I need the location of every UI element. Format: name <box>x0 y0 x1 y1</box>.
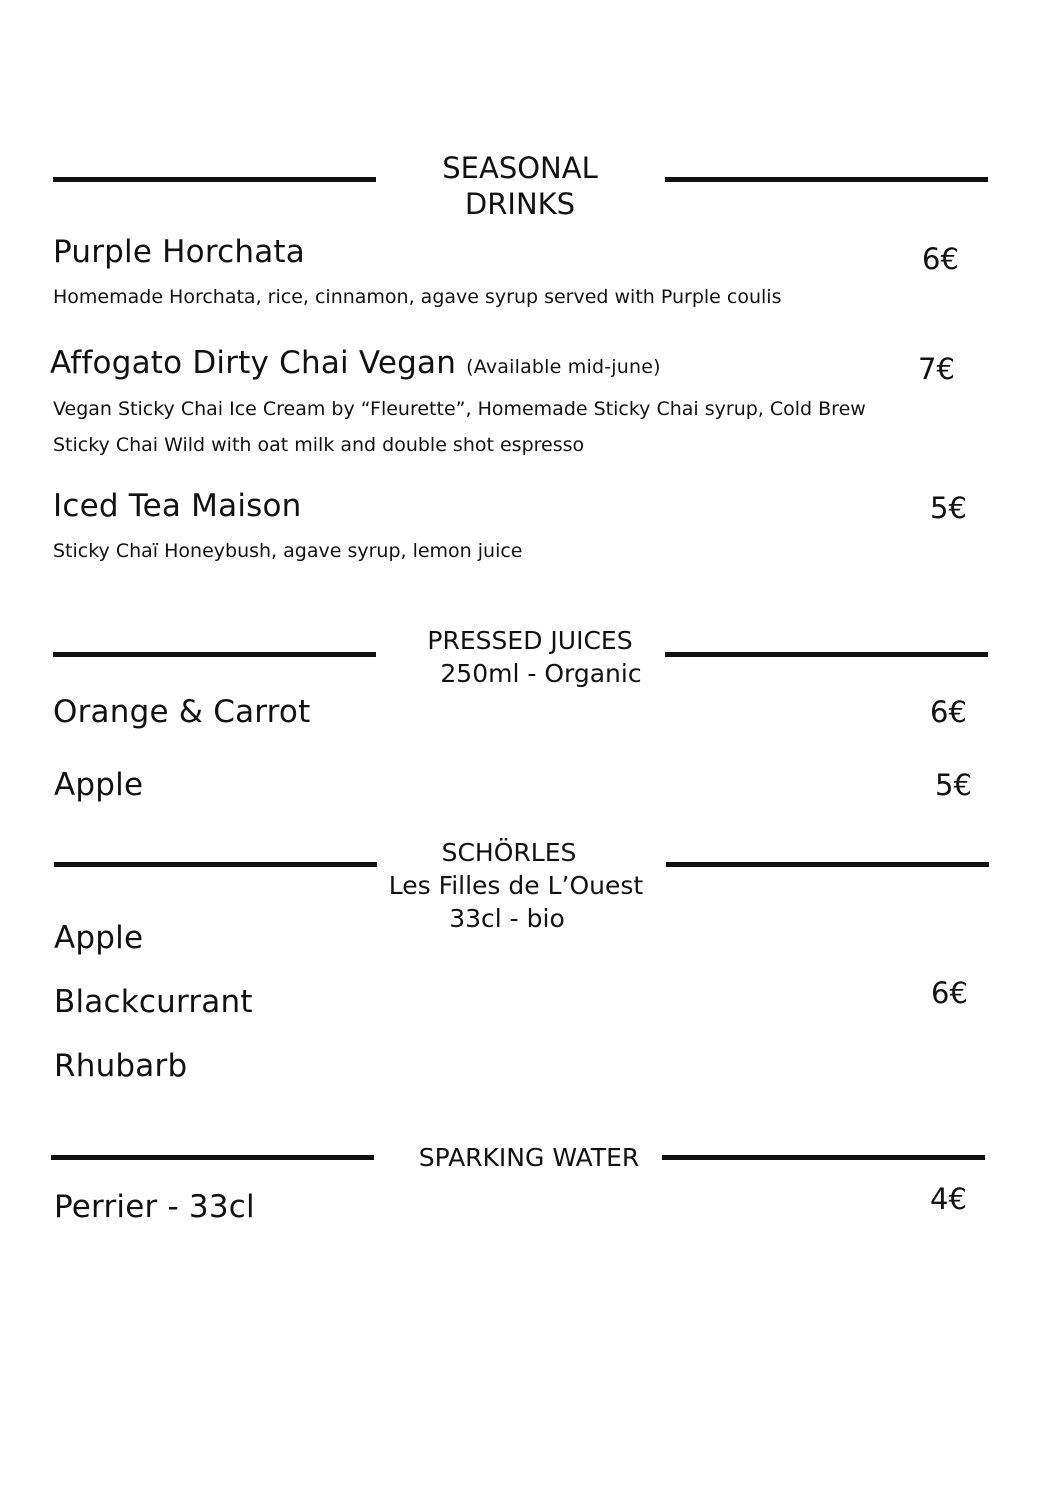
menu-item-name: Iced Tea Maison <box>53 488 302 524</box>
section-title-line: Les Filles de L’Ouest <box>388 871 644 900</box>
section-title-line: DRINKS <box>464 187 576 222</box>
menu-item-price: 7€ <box>918 352 955 386</box>
section-title-line: SCHÖRLES <box>441 838 577 867</box>
menu-item-name: Purple Horchata <box>53 234 305 270</box>
menu-item-name: Rhubarb <box>54 1048 188 1084</box>
section-title-seasonal <box>400 150 640 223</box>
menu-item-description: Sticky Chai Wild with oat milk and double shot espresso <box>53 434 585 456</box>
section-divider-right <box>666 862 989 867</box>
section-title-line: 33cl - bio <box>449 904 565 933</box>
menu-item-description: Vegan Sticky Chai Ice Cream by “Fleurette”, Homemade Sticky Chai syrup, Cold Brew <box>53 398 866 420</box>
section-divider-left <box>54 862 377 867</box>
menu-item-description: Sticky Chaï Honeybush, agave syrup, lemon juice <box>53 540 523 562</box>
menu-item-name: Perrier - 33cl <box>54 1189 255 1225</box>
menu-item-note: (Available mid-june) <box>466 356 661 378</box>
section-divider-right <box>662 1155 985 1160</box>
section-title-schorles <box>376 836 656 935</box>
section-title-line: 250ml - Organic <box>440 659 642 688</box>
menu-item-price: 6€ <box>931 976 968 1010</box>
section-title-water <box>400 1142 658 1173</box>
menu-item-name: Blackcurrant <box>54 984 253 1020</box>
section-divider-left <box>51 1155 374 1160</box>
menu-item-description: Homemade Horchata, rice, cinnamon, agave syrup served with Purple coulis <box>53 286 782 308</box>
section-divider-right <box>665 177 988 182</box>
menu-item-name: Affogato Dirty Chai Vegan <box>50 345 457 381</box>
section-title-juices <box>400 624 660 690</box>
menu-item-name: Apple <box>54 767 144 803</box>
menu-item-name-row <box>50 345 661 381</box>
menu-item-price: 4€ <box>930 1182 967 1216</box>
section-title-line: SEASONAL <box>442 151 598 185</box>
section-title-line: SPARKING WATER <box>418 1143 640 1172</box>
section-divider-right <box>665 652 988 657</box>
section-divider-left <box>53 652 376 657</box>
menu-item-name: Apple <box>54 920 144 956</box>
section-title-line: PRESSED JUICES <box>427 626 633 655</box>
menu-item-price: 6€ <box>930 695 967 729</box>
menu-item-price: 5€ <box>930 491 967 525</box>
menu-item-price: 5€ <box>935 768 972 802</box>
menu-item-price: 6€ <box>922 242 959 276</box>
section-divider-left <box>53 177 376 182</box>
menu-item-name: Orange & Carrot <box>53 694 311 730</box>
